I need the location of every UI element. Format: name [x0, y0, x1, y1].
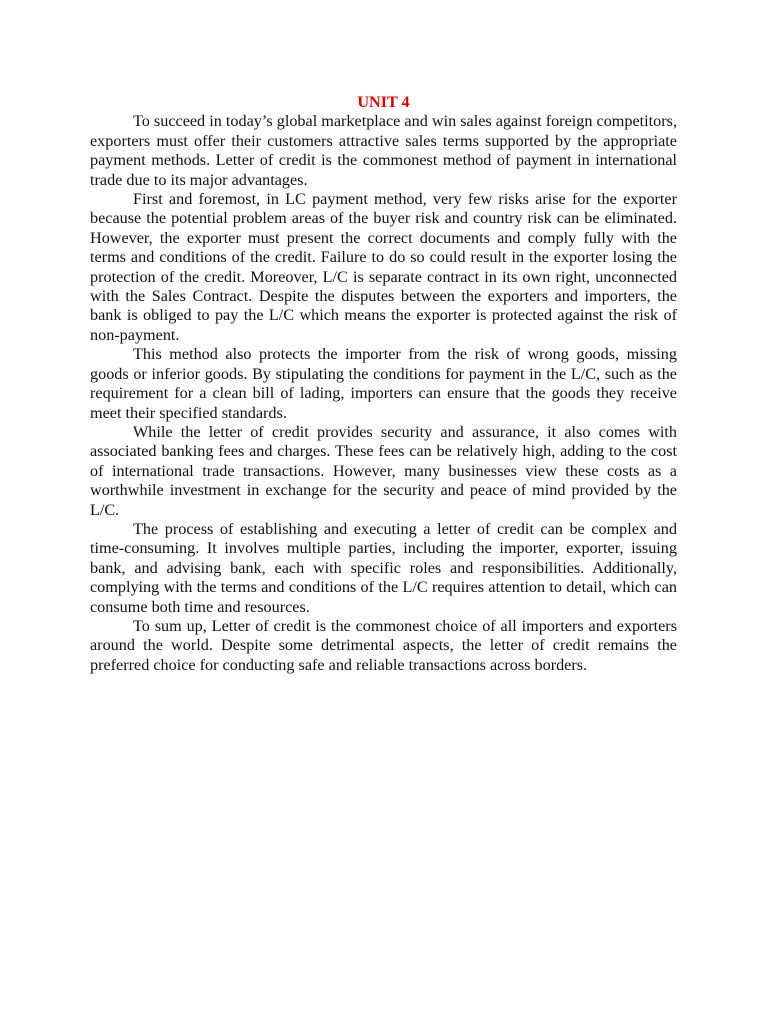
paragraph-intro: To succeed in today’s global marketplace and win sales against foreign competitors, exporters must offer their customers attractive sales terms supported by the appropriate payment methods. Letter of credit is the commonest method of payment in international trade due to its major advantages.	[90, 112, 677, 189]
paragraph-importer-benefits: This method also protects the importer from the risk of wrong goods, missing goods or inferior goods. By stipulating the conditions for payment in the L/C, such as the requirement for a clean bill of lading, importers can ensure that the goods they receive meet their specified standards.	[90, 345, 677, 422]
paragraph-conclusion: To sum up, Letter of credit is the commonest choice of all importers and exporters around the world. Despite some detrimental aspects, the letter of credit remains the preferred choice for conducting safe and reliable transactions across borders.	[90, 616, 677, 674]
document-page	[90, 92, 677, 675]
paragraph-complexity: The process of establishing and executing a letter of credit can be complex and time-consuming. It involves multiple parties, including the importer, exporter, issuing bank, and advising bank, each with specific roles and responsibilities. Additionally, complying with the terms and conditions of the L/C requires attention to detail, which can consume both time and resources.	[90, 519, 677, 616]
paragraph-exporter-benefits: First and foremost, in LC payment method, very few risks arise for the exporter because the potential problem areas of the buyer risk and country risk can be eliminated. However, the exporter must present the correct documents and comply fully with the terms and conditions of the credit. Failure to do so could result in the exporter losing the protection of the credit. Moreover, L/C is separate contract in its own right, unconnected with the Sales Contract. Despite the disputes between the exporters and importers, the bank is obliged to pay the L/C which means the exporter is protected against the risk of non-payment.	[90, 190, 677, 344]
unit-title: UNIT 4	[357, 93, 410, 111]
paragraph-fees: While the letter of credit provides security and assurance, it also comes with associated banking fees and charges. These fees can be relatively high, adding to the cost of international trade transactions. However, many businesses view these costs as a worthwhile investment in exchange for the security and peace of mind provided by the L/C.	[90, 422, 677, 519]
